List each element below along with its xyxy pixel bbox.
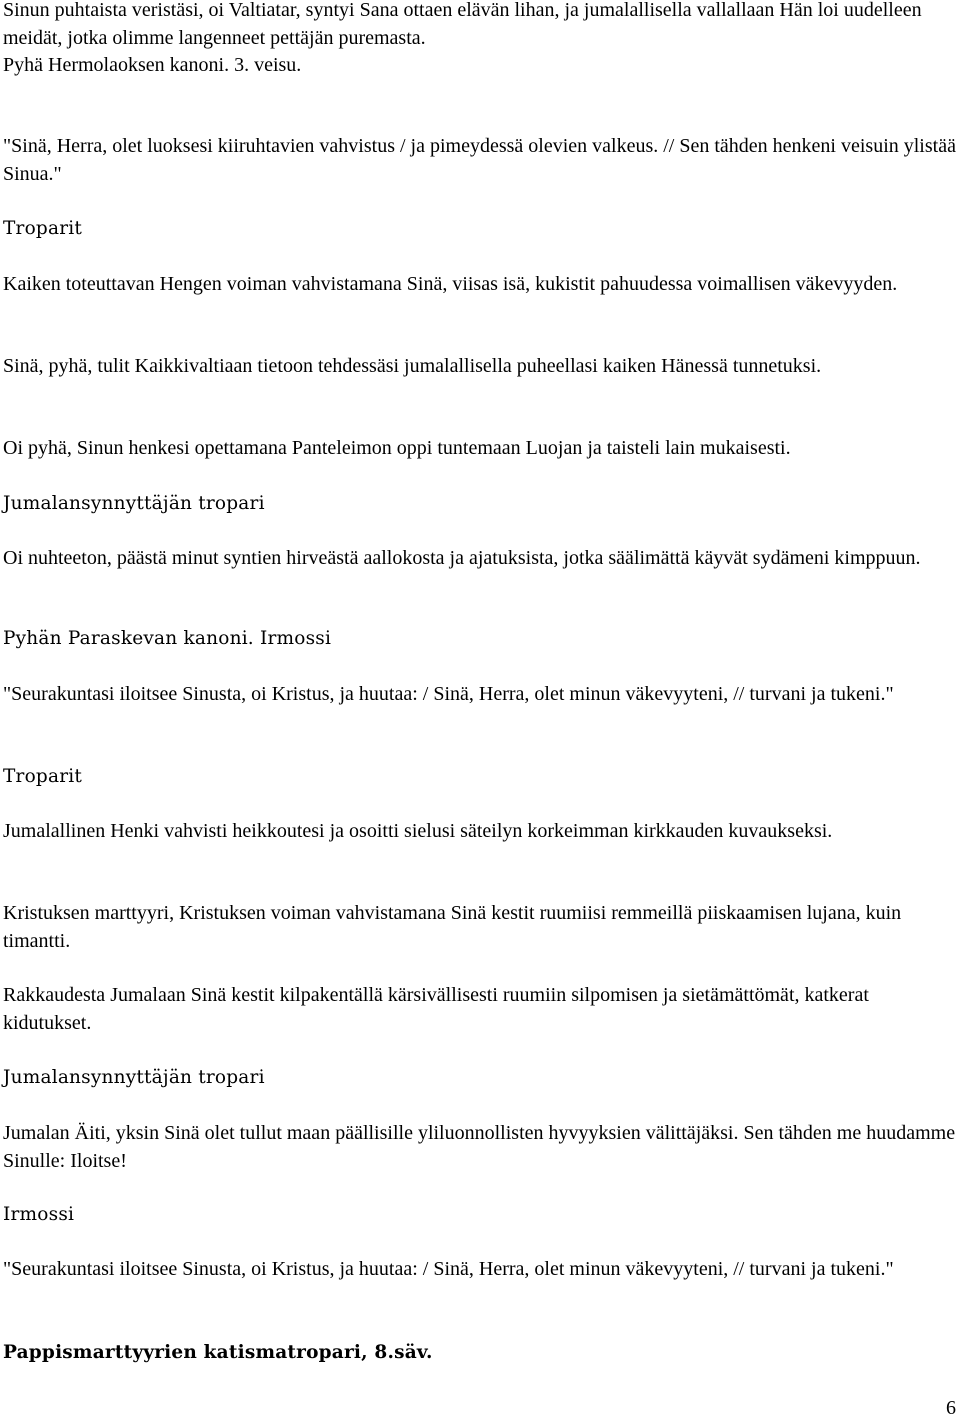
- heading-troparit-2: Troparit: [3, 766, 82, 787]
- paragraph-theotokion-1: Oi nuhteeton, päästä minut syntien hirveästä aallokosta ja ajatuksista, jotka säälimättä käyvät sydämeni kimppuun.: [3, 547, 921, 569]
- section-title-hermolaos-canon: Pyhä Hermolaoksen kanoni. 3. veisu.: [3, 54, 302, 76]
- heading-theotokion-1: Jumalansynnyttäjän tropari: [3, 493, 265, 514]
- paragraph-troparion-5: Kristuksen marttyyri, Kristuksen voiman vahvistamana Sinä kestit ruumiisi remmeillä piiskaamisen lujana, kuin timantti.: [3, 902, 902, 952]
- paragraph-irmos-1: "Sinä, Herra, olet luoksesi kiiruhtavien vahvistus / ja pimeydessä olevien valkeus. // Sen tähden henkeni veisuin ylistää Sinua.": [3, 135, 956, 185]
- page-number: 6: [946, 1397, 956, 1419]
- heading-theotokion-2: Jumalansynnyttäjän tropari: [3, 1067, 265, 1088]
- heading-kathisma-troparion: Pappismarttyyrien katismatropari, 8.säv.: [3, 1342, 433, 1363]
- paragraph-troparion-3: Oi pyhä, Sinun henkesi opettamana Panteleimon oppi tuntemaan Luojan ja taisteli lain mukaisesti.: [3, 437, 791, 459]
- heading-irmossi: Irmossi: [3, 1204, 75, 1225]
- paragraph-intro: Sinun puhtaista veristäsi, oi Valtiatar, syntyi Sana ottaen elävän lihan, ja jumalallisella vallallaan Hän loi uudelleen meidät, jotka olimme langenneet pettäjän puremasta.: [3, 0, 922, 49]
- paragraph-irmos-2: "Seurakuntasi iloitsee Sinusta, oi Kristus, ja huutaa: / Sinä, Herra, olet minun väkevyyteni, // turvani ja tukeni.": [3, 683, 894, 705]
- paragraph-theotokion-2: Jumalan Äiti, yksin Sinä olet tullut maan päällisille yliluonnollisten hyvyyksien välittäjäksi. Sen tähden me huudamme Sinulle: Iloitse!: [3, 1122, 956, 1172]
- paragraph-troparion-1: Kaiken toteuttavan Hengen voiman vahvistamana Sinä, viisas isä, kukistit pahuudessa voimallisen väkevyyden.: [3, 273, 898, 295]
- paragraph-troparion-4: Jumalallinen Henki vahvisti heikkoutesi ja osoitti sielusi säteilyn korkeimman kirkkauden kuvaukseksi.: [3, 820, 833, 842]
- heading-paraskeva-canon: Pyhän Paraskevan kanoni. Irmossi: [3, 628, 332, 649]
- heading-troparit-1: Troparit: [3, 218, 82, 239]
- paragraph-troparion-2: Sinä, pyhä, tulit Kaikkivaltiaan tietoon tehdessäsi jumalallisella puheellasi kaiken Hänessä tunnetuksi.: [3, 355, 822, 377]
- paragraph-irmos-3: "Seurakuntasi iloitsee Sinusta, oi Kristus, ja huutaa: / Sinä, Herra, olet minun väkevyyteni, // turvani ja tukeni.": [3, 1258, 894, 1280]
- paragraph-troparion-6: Rakkaudesta Jumalaan Sinä kestit kilpakentällä kärsivällisesti ruumiin silpomisen ja sietämättömät, katkerat kidutukset.: [3, 984, 869, 1034]
